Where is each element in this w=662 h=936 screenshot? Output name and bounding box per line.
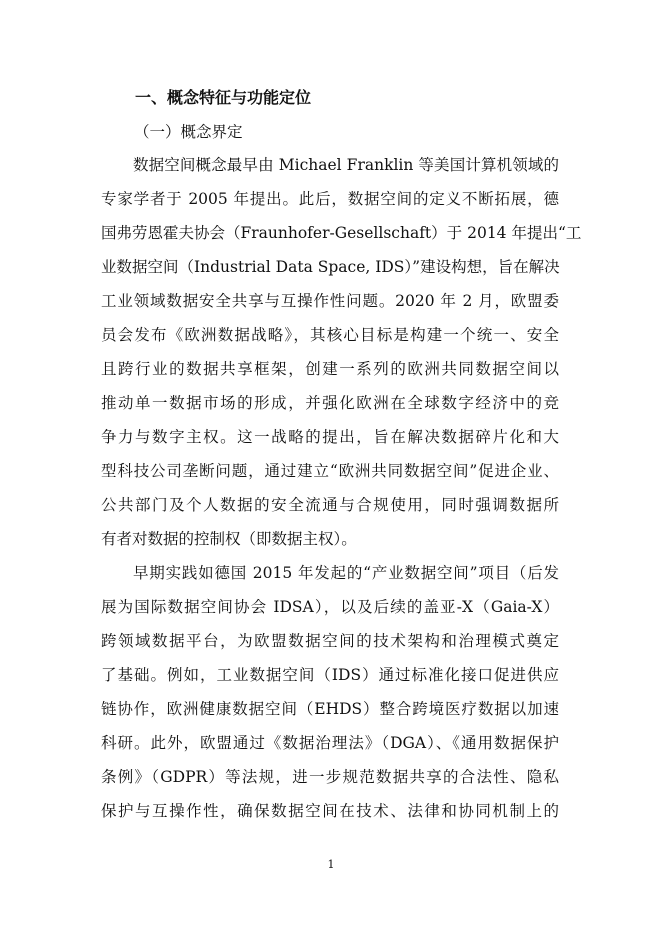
paragraph-1-line: 型科技公司垄断问题，通过建立“欧洲共同数据空间”促进企业、	[101, 462, 559, 480]
paragraph-1-line: 且跨行业的数据共享框架，创建一系列的欧洲共同数据空间以	[101, 360, 559, 378]
paragraph-1-line: 业数据空间（Industrial Data Space, IDS）”建设构想，旨在解决	[101, 258, 560, 276]
paragraph-1-line: 推动单一数据市场的形成，并强化欧洲在全球数字经济中的竞	[101, 394, 559, 412]
paragraph-1-line: 有者对数据的控制权（即数据主权）。	[101, 530, 357, 548]
subsection-heading: （一）概念界定	[134, 123, 243, 141]
paragraph-2-line: 条例》（GDPR）等法规，进一步规范数据共享的合法性、隐私	[101, 768, 559, 786]
paragraph-2-line: 展为国际数据空间协会 IDSA），以及后续的盖亚-X（Gaia-X）	[101, 598, 559, 616]
paragraph-1-line: 员会发布《欧洲数据战略》，其核心目标是构建一个统一、安全	[101, 326, 559, 344]
paragraph-2-line: 早期实践如德国 2015 年发起的“产业数据空间”项目（后发	[133, 564, 559, 582]
paragraph-2-line: 了基础。例如，工业数据空间（IDS）通过标准化接口促进供应	[101, 666, 559, 684]
paragraph-1-line: 工业领域数据安全共享与互操作性问题。2020 年 2 月，欧盟委	[101, 292, 559, 310]
paragraph-2-line: 保护与互操作性，确保数据空间在技术、法律和协同机制上的	[101, 802, 559, 820]
paragraph-1-line: 国弗劳恩霍夫协会（Fraunhofer-Gesellschaft）于 2014 年提出“工	[101, 224, 582, 242]
paragraph-1-line: 专家学者于 2005 年提出。此后，数据空间的定义不断拓展，德	[101, 190, 559, 208]
paragraph-2-line: 链协作，欧洲健康数据空间（EHDS）整合跨境医疗数据以加速	[101, 700, 559, 718]
paragraph-1-line: 争力与数字主权。这一战略的提出，旨在解决数据碎片化和大	[101, 428, 559, 446]
section-heading: 一、概念特征与功能定位	[135, 88, 312, 107]
paragraph-2-line: 科研。此外，欧盟通过《数据治理法》（DGA）、《通用数据保护	[101, 734, 559, 752]
paragraph-1-line: 公共部门及个人数据的安全流通与合规使用，同时强调数据所	[101, 496, 559, 514]
paragraph-2-line: 跨领域数据平台，为欧盟数据空间的技术架构和治理模式奠定	[101, 632, 559, 650]
page-number: 1	[327, 858, 335, 871]
paragraph-1-line: 数据空间概念最早由 Michael Franklin 等美国计算机领域的	[133, 156, 559, 174]
